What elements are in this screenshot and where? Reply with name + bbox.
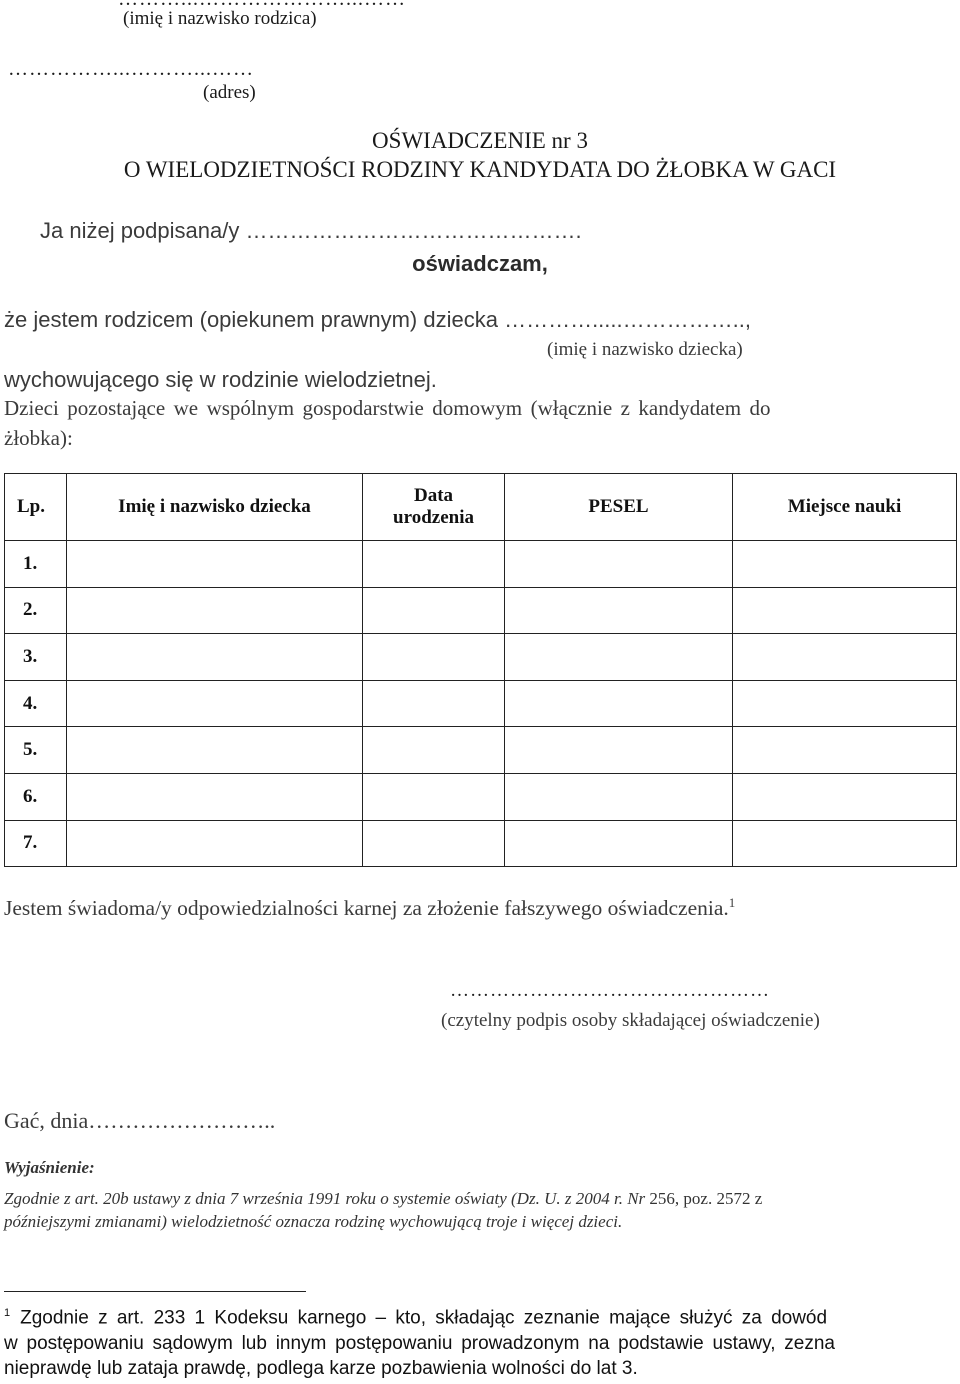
- pesel-cell[interactable]: [505, 680, 733, 727]
- address-dots[interactable]: ……………...………...……: [8, 58, 254, 80]
- row-number: 5.: [5, 727, 67, 774]
- table-row: [5, 773, 957, 820]
- parent-name-label: (imię i nazwisko rodzica): [123, 8, 317, 29]
- birth-date-cell[interactable]: [363, 773, 505, 820]
- table-row: [5, 541, 957, 588]
- children-table: [4, 473, 957, 867]
- row-number: 3.: [5, 634, 67, 681]
- document-subtitle: O WIELODZIETNOŚCI RODZINY KANDYDATA DO ŻŁOBKA W GACI: [123, 157, 837, 182]
- child-name-cell[interactable]: [67, 727, 363, 774]
- birth-date-cell[interactable]: [363, 680, 505, 727]
- children-line-1: Dzieci pozostające we wspólnym gospodarstwie domowym (włącznie z kandydatem do: [4, 396, 771, 420]
- parent-of-line[interactable]: że jestem rodzicem (opiekunem prawnym) dziecka ………….....……………..,: [4, 307, 751, 332]
- table-row: [5, 680, 957, 727]
- raising-line: wychowującego się w rodzinie wielodzietnej.: [4, 367, 437, 392]
- child-name-label: (imię i nazwisko dziecka): [547, 339, 743, 360]
- school-cell[interactable]: [733, 820, 957, 867]
- row-number: 6.: [5, 773, 67, 820]
- address-label: (adres): [203, 82, 256, 103]
- table-row: [5, 727, 957, 774]
- pesel-cell[interactable]: [505, 727, 733, 774]
- pesel-cell[interactable]: [505, 634, 733, 681]
- pesel-cell[interactable]: [505, 773, 733, 820]
- child-name-cell[interactable]: [67, 820, 363, 867]
- undersigned-line[interactable]: Ja niżej podpisana/y ……………………………………….: [40, 218, 582, 243]
- footnote-text-1: Zgodnie z art. 233 1 Kodeksu karnego – kto, składając zeznanie mające służyć za dowód: [20, 1307, 828, 1329]
- explanation-heading: Wyjaśnienie:: [4, 1158, 95, 1177]
- column-header-birth-date: Data urodzenia: [363, 474, 505, 541]
- document-title: OŚWIADCZENIE nr 3: [372, 128, 588, 153]
- footnote-reference[interactable]: 1: [728, 895, 736, 910]
- table-row: [5, 634, 957, 681]
- row-number: 1.: [5, 541, 67, 588]
- row-number: 7.: [5, 820, 67, 867]
- column-header-name: Imię i nazwisko dziecka: [67, 474, 363, 541]
- child-name-cell[interactable]: [67, 680, 363, 727]
- explanation-line-1: [4, 1189, 762, 1209]
- school-cell[interactable]: [733, 587, 957, 634]
- footnote-line-1: [4, 1307, 827, 1329]
- signature-dots[interactable]: …………………………………………: [450, 980, 770, 1001]
- footnote-mark: 1: [4, 1307, 11, 1319]
- row-number: 4.: [5, 680, 67, 727]
- birth-date-cell[interactable]: [363, 727, 505, 774]
- column-header-lp: Lp.: [5, 474, 67, 541]
- row-number: 2.: [5, 587, 67, 634]
- column-header-pesel: PESEL: [505, 474, 733, 541]
- school-cell[interactable]: [733, 634, 957, 681]
- pesel-cell[interactable]: [505, 820, 733, 867]
- awareness-statement: [4, 895, 735, 921]
- place-date-line[interactable]: Gać, dnia……………………..: [4, 1108, 276, 1133]
- declare-word: oświadczam,: [412, 251, 548, 276]
- pesel-cell[interactable]: [505, 541, 733, 588]
- explanation-line-2: późniejszymi zmianami) wielodzietność oznacza rodzinę wychowującą troje i więcej dzieci.: [4, 1212, 623, 1231]
- birth-date-cell[interactable]: [363, 820, 505, 867]
- column-header-school: Miejsce nauki: [733, 474, 957, 541]
- table-row: [5, 820, 957, 867]
- birth-date-cell[interactable]: [363, 541, 505, 588]
- table-header-row: [5, 474, 957, 541]
- school-cell[interactable]: [733, 680, 957, 727]
- awareness-text: Jestem świadoma/y odpowiedzialności karnej za złożenie fałszywego oświadczenia.: [4, 896, 729, 921]
- child-name-cell[interactable]: [67, 773, 363, 820]
- child-name-cell[interactable]: [67, 634, 363, 681]
- footnote-divider: [4, 1291, 306, 1292]
- footnote-line-2: w postępowaniu sądowym lub innym postępowaniu prowadzonym na podstawie ustawy, zezna: [4, 1333, 835, 1354]
- school-cell[interactable]: [733, 727, 957, 774]
- school-cell[interactable]: [733, 541, 957, 588]
- signature-label: (czytelny podpis osoby składającej oświadczenie): [441, 1010, 820, 1031]
- children-line-2: żłobka):: [4, 426, 73, 450]
- table-row: [5, 587, 957, 634]
- child-name-cell[interactable]: [67, 541, 363, 588]
- birth-date-cell[interactable]: [363, 634, 505, 681]
- child-name-cell[interactable]: [67, 587, 363, 634]
- footnote-line-3: nieprawdę lub zataja prawdę, podlega karze pozbawienia wolności do lat 3.: [4, 1358, 638, 1379]
- school-cell[interactable]: [733, 773, 957, 820]
- birth-date-cell[interactable]: [363, 587, 505, 634]
- explanation-line-1-italic: Zgodnie z art. 20b ustawy z dnia 7 września 1991 roku o systemie oświaty (Dz. U. z 2004 r. Nr: [4, 1189, 646, 1208]
- explanation-line-1-rest: 256, poz. 2572 z: [645, 1189, 763, 1208]
- pesel-cell[interactable]: [505, 587, 733, 634]
